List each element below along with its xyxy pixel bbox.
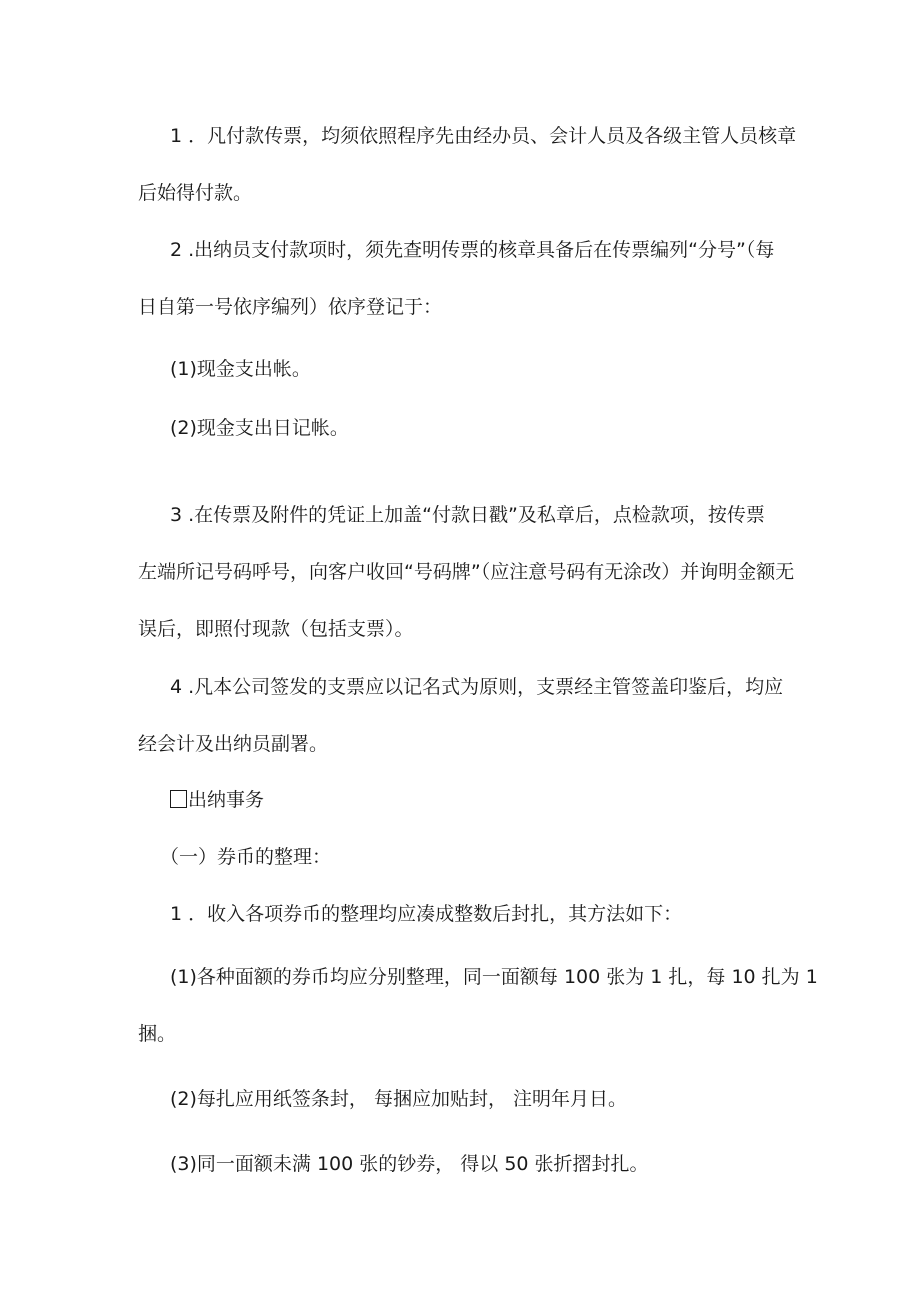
text-line: （一）券币的整理： — [160, 846, 332, 868]
text-line: 4 .凡本公司签发的支票应以记名式为原则，支票经主管签盖印鉴后，均应 — [170, 676, 784, 698]
text-line: (3)同一面额未满 100 张的钞券， 得以 50 张折摺封扎。 — [170, 1153, 649, 1175]
text-line: 捆。 — [138, 1023, 177, 1045]
text-line: 经会计及出纳员副署。 — [138, 733, 329, 755]
text-line: 误后，即照付现款（包括支票）。 — [138, 618, 414, 640]
text-line: 左端所记号码呼号，向客户收回“号码牌”（应注意号码有无涂改）并询明金额无 — [138, 561, 795, 583]
text-line: (2)现金支出日记帐。 — [170, 417, 349, 439]
text-line: (1)各种面额的券币均应分别整理，同一面额每 100 张为 1 扎，每 10 扎为 1 — [170, 966, 818, 988]
section-heading — [170, 788, 264, 812]
text-line: 3 .在传票及附件的凭证上加盖“付款日戳”及私章后，点检款项，按传票 — [170, 504, 765, 526]
checkbox-square-icon — [170, 790, 187, 808]
text-line: (2)每扎应用纸签条封， 每捆应加贴封， 注明年月日。 — [170, 1088, 627, 1110]
text-line: 1 ．收入各项券币的整理均应凑成整数后封扎，其方法如下： — [170, 903, 683, 925]
text-line: 1 ．凡付款传票，均须依照程序先由经办员、会计人员及各级主管人员核章 — [170, 125, 797, 147]
text-line: (1)现金支出帐。 — [170, 358, 311, 380]
text-line: 日自第一号依序编列）依序登记于： — [138, 296, 443, 318]
text-line: 2 .出纳员支付款项时，须先查明传票的核章具备后在传票编列“分号”（每 — [170, 239, 775, 261]
section-heading-label: 出纳事务 — [188, 789, 265, 811]
text-line: 后始得付款。 — [138, 182, 253, 204]
